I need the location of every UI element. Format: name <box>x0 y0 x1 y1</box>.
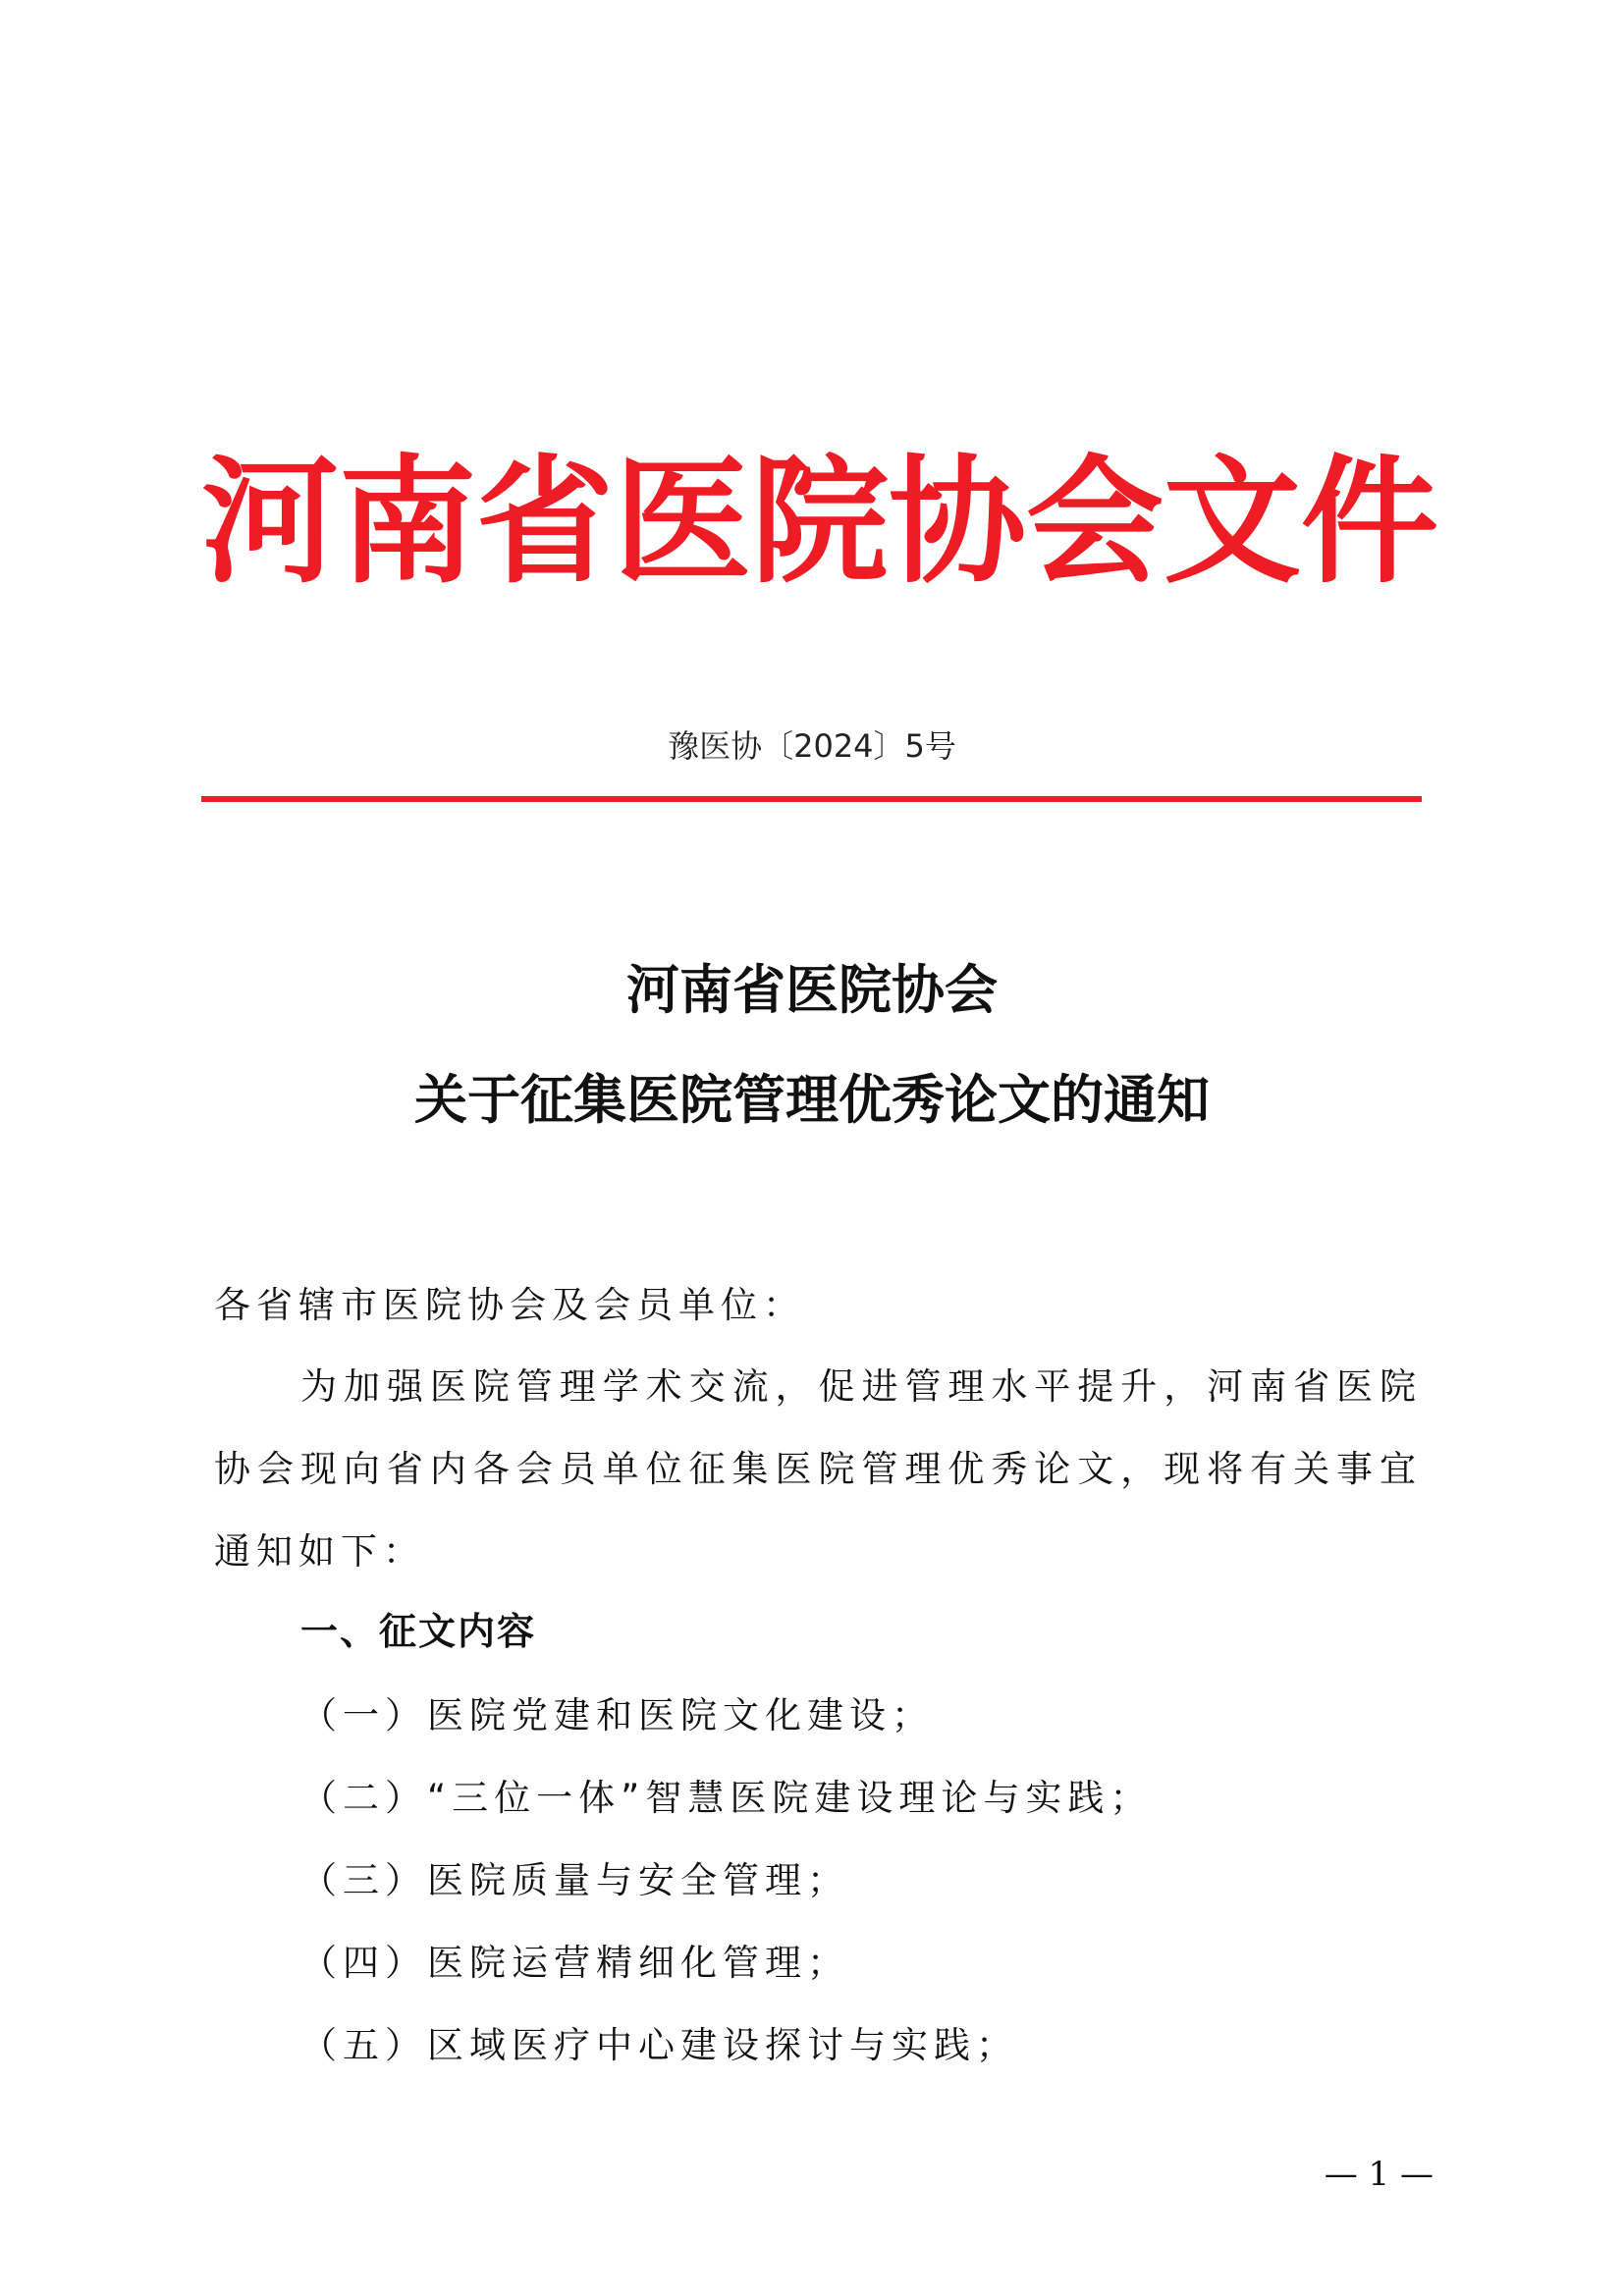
intro-paragraph: 为加强医院管理学术交流，促进管理水平提升，河南省医院协会现向省内各会员单位征集医院管理优秀论文，现将有关事宜通知如下： <box>214 1365 1422 1573</box>
salutation: 各省辖市医院协会及会员单位： <box>214 1284 805 1326</box>
notice-title-line-1: 河南省医院协会 <box>626 958 998 1021</box>
list-item: （三）医院质量与安全管理； <box>300 1859 849 1901</box>
content-topic-list <box>300 1675 1430 2087</box>
document-header-title: 河南省医院协会文件 <box>201 442 1439 603</box>
notice-title-line-2: 关于征集医院管理优秀论文的通知 <box>414 1068 1210 1131</box>
section-heading-content: 一、征文内容 <box>300 1610 537 1653</box>
page-number: — 1 — <box>1324 2155 1434 2194</box>
list-item: （二）“三位一体”智慧医院建设理论与实践； <box>300 1777 1153 1819</box>
list-item: （五）区域医疗中心建设探讨与实践； <box>300 2024 1018 2066</box>
list-item: （四）医院运营精细化管理； <box>300 1942 849 1984</box>
list-item: （一）医院党建和医院文化建设； <box>300 1694 934 1736</box>
document-number: 豫医协〔2024〕5号 <box>668 727 956 765</box>
header-red-rule <box>201 796 1422 802</box>
